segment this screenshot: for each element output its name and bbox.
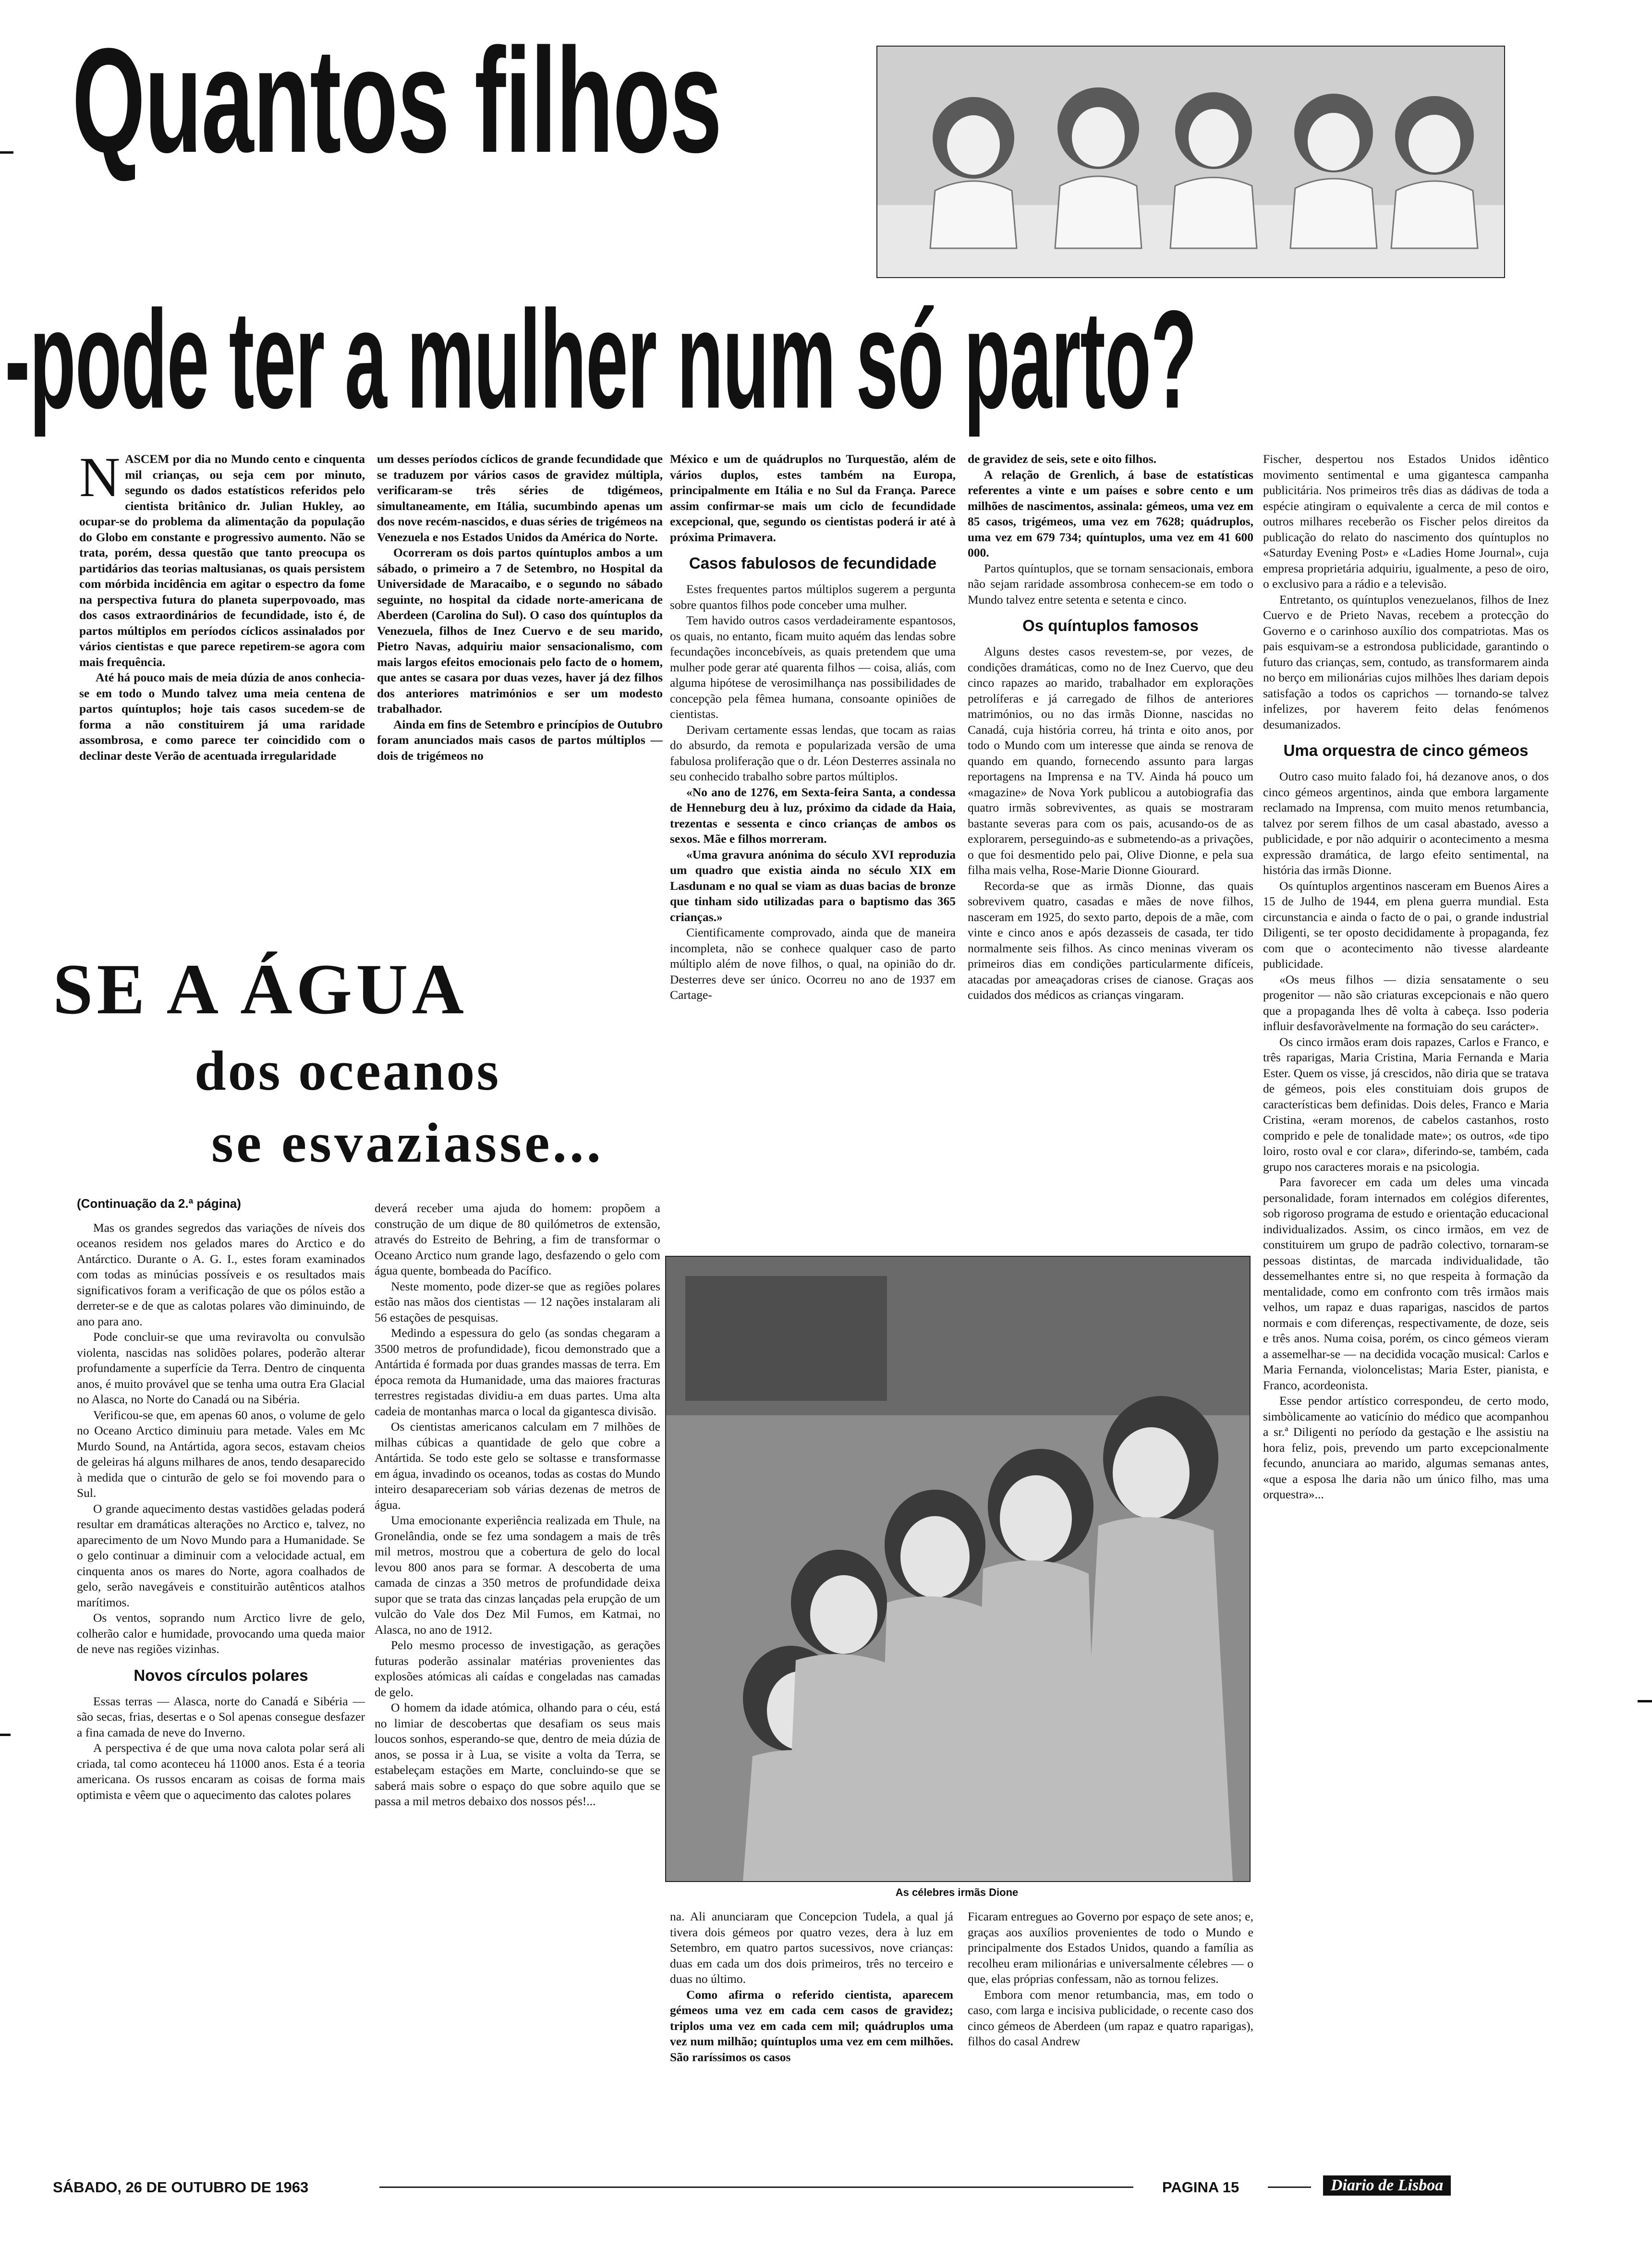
box-column-2 (375, 1201, 660, 2166)
article-paragraph: Os cientistas americanos calculam em 7 milhões de milhas cúbicas a quantidade de gelo que cobre a Antártida. Se todo este gelo se soltasse e transformasse em água, invadindo os oceanos, todas as costas do Mundo inteiro desapareceriam sob várias dezenas de metros de água. (375, 1420, 660, 1512)
babies-illustration (877, 47, 1504, 277)
section-subheading: Casos fabulosos de fecundidade (689, 554, 937, 572)
box-title-line-3: se esvaziasse... (211, 1111, 604, 1174)
article-paragraph: Até há pouco mais de meia dúzia de anos conhecia-se em todo o Mundo talvez uma meia centena de partos quíntuplos; hoje tais casos sucedem-se de forma a não constituirem já uma raridade assombrosa, e como parece ter coincidido com o declinar deste Verão de acentuada irregularidade (79, 670, 365, 763)
article-paragraph: A relação de Grenlich, á base de estatísticas referentes a vinte e um países e sobre cento e um milhões de nascimentos, assinala: gémeos, uma vez em 85 casos, trigémeos, uma vez em 7628; quádruplos, uma vez em 679 734; quíntuplos, uma vez em 41 600 000. (968, 467, 1253, 559)
article-paragraph: Esse pendor artístico correspondeu, de certo modo, simbòlicamente ao vaticínio do médico que acompanhou a sr.ª Diligenti no período da gestação e lhe assistiu na hora feliz, pois, prevendo um parto excepcionalmente fecundo, anunciara ao marido, algumas semanas antes, «que a esposa lhe daria não um único filho, mas uma orquestra»... (1263, 1394, 1549, 1501)
article-paragraph: Para favorecer em cada um deles uma vincada personalidade, foram internados em colégios diferentes, sob rigoroso programa de estudo e orientação educacional individualizados. Assim, os cinco irmãos, em vez de constituirem um grupo de padrão colectivo, tornaram-se pessoas distintas, de marcada individualidade, tão dessemelhantes entre si, no que respeita à formação da mentalidade, como em confronto com três irmãos mais velhos, um rapaz e duas raparigas, nascidos de partos normais e com diferenças, respectivamente, de doze, seis e três anos. Numa coisa, porém, os cinco gémeos vieram a assemelhar-se — na decidida vocação musical: Carlos e Maria Fernanda, violoncelistas; Maria Ester, pianista, e Franco, acordeonista. (1263, 1175, 1549, 1392)
footer-rule-left (379, 2186, 1133, 2188)
footer-date: SÁBADO, 26 DE OUTUBRO DE 1963 (53, 2179, 309, 2196)
article-paragraph: Ocorreram os dois partos quíntuplos ambos a um sábado, o primeiro a 7 de Setembro, no Hospital da Universidade de Maracaibo, e o segundo no sábado seguinte, no hospital da cidade norte-americana de Aberdeen (Carolina do Sul). O caso dos quíntuplos da Venezuela, filhos de Inez Cuervo e de seu marido, Pietro Navas, adquiriu maior sensacionalismo, com mais largos efeitos emocionais pelo facto de o homem, que antes se casara por duas vezes, haver já dez filhos dos anteriores matrimónios e ser um modesto trabalhador. (377, 546, 663, 716)
article-paragraph: Tem havido outros casos verdadeiramente espantosos, os quais, no entanto, ficam muito aquém das lendas sobre fecundações inconcebíveis, as quais pretendem que uma mulher pode gerar até quarenta filhos — coisa, aliás, com alguma hipótese de verosimilhança nas possibilidades de concepção pela fêmea humana, consoante opiniões de cientistas. (670, 613, 956, 721)
article-paragraph: O grande aquecimento destas vastidões geladas poderá resultar em dramáticas alterações no Arctico e, talvez, no aparecimento de um Novo Mundo para a Humanidade. Se o gelo continuar a diminuir com a velocidade actual, em cinquenta anos os mares do Norte, agora coalhados de gelo, serão navegáveis e constituirão autênticos atalhos marítimos. (77, 1501, 365, 1609)
article-paragraph: «Os meus filhos — dizia sensatamente o seu progenitor — não são criaturas excepcionais e não quero que a propaganda lhes dê volta à cabeça. Isso poderia influir desfavoràvelmente na formação do seu carácter». (1263, 972, 1549, 1033)
article-paragraph: O homem da idade atómica, olhando para o céu, está no limiar de descobertas que desafiam os seus mais loucos sonhos, esperando-se que, dentro de meia dúzia de anos, se possa ir à Lua, se visite a volta da Terra, se estabeleçam estações em Marte, concluindo-se que se saberá mais sobre o espaço do que sobre aquilo que se passa a mil metros debaixo dos nossos pés!... (375, 1700, 660, 1808)
article-paragraph: Estes frequentes partos múltiplos sugerem a pergunta sobre quantos filhos pode conceber uma mulher. (670, 582, 956, 612)
dionne-sisters-illustration (666, 1257, 1250, 1881)
article-paragraph: Uma emocionante experiência realizada em Thule, na Gronelândia, onde se fez uma sondagem a mais de três mil metros, mostrou que a cobertura de gelo do local levou 800 anos para se formar. A descoberta de uma camada de cinzas a 350 metros de profundidade deixa supor que se trata das cinzas lançadas pela erupção de um vulcão do Vale dos Dez Mil Fumos, em Katmai, no Alasca, no ano de 1912. (375, 1513, 660, 1637)
article-paragraph: Partos quíntuplos, que se tornam sensacionais, embora não sejam raridade assombrosa conhecem-se em todo o Mundo talvez entre setenta e setenta e cinco. (968, 561, 1253, 607)
margin-mark (0, 1734, 11, 1736)
article-paragraph: Pelo mesmo processo de investigação, as gerações futuras poderão assinalar matérias provenientes das explosões atómicas ali caídas e congeladas nas camadas de gelo. (375, 1638, 660, 1699)
article-paragraph: Essas terras — Alasca, norte do Canadá e Sibéria — são secas, frias, desertas e o Sol apenas consegue desfazer a fina camada de neve do Inverno. (77, 1694, 365, 1739)
footer-page-number: PAGINA 15 (1162, 2179, 1239, 2196)
article-paragraph: Recorda-se que as irmãs Dionne, das quais sobrevivem quatro, casadas e mães de nove filhos, nasceram em 1925, do sexto parto, depois de a mãe, com vinte e cinco anos e após dezasseis de casada, ter tido normalmente seis filhos. As cinco meninas viveram os primeiros dias em condições particularmente difíceis, atacadas por ameaçadoras crises de cianose. Graças aos cuidados dos médicos as crianças vingaram. (968, 878, 1253, 1002)
article-paragraph: Os cinco irmãos eram dois rapazes, Carlos e Franco, e três raparigas, Maria Cristina, Maria Fernanda e Maria Ester. Quem os visse, já crescidos, não diria que se tratava de gémeos, pois eles constituiam dois grupos de características bem definidas. Dois deles, Franco e Maria Cristina, «eram morenos, de cabelos castanhos, rosto comprido e pele de tonalidade mate»; os outros, «de tipo loiro, rosto oval e cor clara», diferindo-se, também, cada grupo nos caracteres morais e na psicologia. (1263, 1034, 1549, 1174)
continuation-note: (Continuação da 2.ª página) (77, 1196, 241, 1211)
article-paragraph: Ainda em fins de Setembro e princípios de Outubro foram anunciados mais casos de partos múltiplos — dois de trigémeos no (377, 717, 663, 763)
article-paragraph: Mas os grandes segredos das variações de níveis dos oceanos residem nos gelados mares do Arctico e do Antárctico. Durante o A. G. I., estes foram examinados com todas as minúcias possíveis e os resultados mais significativos foram a verificação de que os pólos estão a derreter-se e de que as calotas polares vão diminuindo, de ano para ano. (77, 1220, 365, 1328)
article-lead: ASCEM por dia no Mundo cento e cinquenta mil crianças, ou seja cem por minuto, segundo os dados estatísticos referidos pelo cientista britânico dr. Julian Hukley, ao ocupar-se do problema da alimentação da população do Globo em constante e progressivo aumento. Não se trata, porém, dessa questão que tanto preocupa os partidários das teorias maltusianas, os quais persistem com mórbida incidência em agitar o espectro da fome na perspectiva futura do planeta superpovoado, mas dos casos extraordinários de fecundidade, isto é, de partos múltiplos em períodos cíclicos assinalados por vários cientistas e que parece repetirem-se agora com mais frequência. (79, 452, 365, 669)
article-column-4-bottom (968, 1909, 1253, 2168)
article-paragraph: Verificou-se que, em apenas 60 anos, o volume de gelo no Oceano Arctico diminuiu para metade. Vales em Mc Murdo Sound, na Antártida, agora secos, estavam cheios de geleiras há alguns milhares de anos, tendo desaparecido à medida que o cinturão de gelo se foi movendo para o Sul. (77, 1408, 365, 1500)
footer-masthead: Diario de Lisboa (1323, 2175, 1451, 2196)
article-paragraph: Medindo a espessura do gelo (as sondas chegaram a 3500 metros de profundidade), ficou demonstrado que a Antártida é formada por duas grandes massas de terra. Em época remota da Humanidade, uma das maiores fracturas terrestres registadas dividiu-a em duas partes. Uma alta cadeia de montanhas marca o local da gigantesca divisão. (375, 1326, 660, 1418)
section-subheading: Novos círculos polares (134, 1666, 308, 1684)
section-subheading: Os quíntuplos famosos (1022, 617, 1199, 634)
article-column-5 (1263, 451, 1549, 2168)
article-column-4 (968, 451, 1253, 1232)
article-column-1 (79, 451, 365, 941)
section-subheading: Uma orquestra de cinco gémeos (1283, 741, 1529, 759)
article-paragraph: Cientificamente comprovado, ainda que de maneira incompleta, não se conhece qualquer caso de parto múltiplo além de nove filhos, o qual, na opinião do dr. Desterres deve ser único. Ocorreu no ano de 1937 em Cartage- (670, 925, 956, 1002)
article-paragraph: na. Ali anunciaram que Concepcion Tudela, a qual já tivera dois gémeos por quatro vezes, dera à luz em Setembro, em quatro partos sucessivos, nove crianças: duas em cada um dos dois primeiros, três no terceiro e duas no último. (670, 1909, 953, 1986)
box-title-line-1: SE A ÁGUA (53, 949, 468, 1029)
article-quote: «Uma gravura anónima do século XVI reproduzia um quadro que existia ainda no século XIX em Lasdunam e no qual se viam as duas bacias de bronze que tinham sido utilizadas para o baptismo das 365 crianças.» (670, 847, 956, 924)
photo-caption: As célebres irmãs Dione (895, 1886, 1019, 1898)
article-paragraph: Pode concluir-se que uma reviravolta ou convulsão violenta, nascidas nas solidões polares, poderão alterar profundamente a superfície da Terra. Dentro de cinquenta anos, é muito provável que se tenha uma outra Era Glacial no Alasca, no Norte do Canadá ou na Sibéria. (77, 1330, 365, 1406)
article-paragraph: México e um de quádruplos no Turquestão, além de vários duplos, estes também na Europa, principalmente em Itália e no Sul da França. Parece assim confirmar-se mais um ciclo de fecundidade excepcional, que, segundo os cientistas poderá ir até à próxima Primavera. (670, 452, 956, 544)
article-paragraph: Outro caso muito falado foi, há dezanove anos, o dos cinco gémeos argentinos, ainda que embora largamente reclamado na Imprensa, com muito menos retumbancia, talvez por serem filhos de um casal abastado, avesso a publicidade, e por não adquirir o acontecimento a mesma expressão dramática, de largo efeito sentimental, na história das irmãs Dionne. (1263, 769, 1549, 877)
article-paragraph: Ficaram entregues ao Governo por espaço de sete anos; e, graças aos auxílios provenientes de todo o Mundo e principalmente dos Estados Unidos, quando a família as recolheu eram milionárias e universalmente célebres — o que, elas próprias confessam, não as tornou felizes. (968, 1909, 1253, 1986)
headline-line-2: -pode ter a mulher num só parto? (5, 281, 1197, 438)
margin-mark (1638, 1700, 1652, 1702)
article-quote: «No ano de 1276, em Sexta-feira Santa, a condessa de Henneburg deu à luz, próximo da cidade da Haia, trezentas e sessenta e cinco crianças de ambos os sexos. Mãe e filhos morreram. (670, 785, 956, 846)
article-paragraph: deverá receber uma ajuda do homem: propõem a construção de um dique de 80 quilómetros de extensão, através do Estreito de Behring, a fim de transformar o Oceano Arctico num grande lago, desfazendo o gelo com água quente, bombeada do Pacífico. (375, 1201, 660, 1277)
headline-line-1: Quantos filhos (72, 17, 721, 184)
article-paragraph: um desses períodos cíclicos de grande fecundidade que se traduzem por vários casos de gravidez múltipla, verificaram-se três séries de tdigémeos, simultaneamente, em Itália, sucumbindo apenas um dos nove recém-nascidos, e duas séries de trigémeos na Venezuela e nos Estados Unidos da América do Norte. (377, 452, 663, 544)
article-paragraph: Como afirma o referido cientista, aparecem gémeos uma vez em cada cem casos de gravidez; triplos uma vez em cada cem mil; quádruplos uma vez num milhão; quíntuplos uma vez em cem milhões. São raríssimos os casos (670, 1987, 953, 2064)
article-paragraph: Entretanto, os quíntuplos venezuelanos, filhos de Inez Cuervo e de Prieto Navas, recebem a protecção do Governo e o carinhoso auxílio dos compatriotas. Mas os pais esquivam-se a estrondosa publicidade, garantindo o futuro das crianças, sem, contudo, as transformarem ainda no berço em milionárias cujos milhões lhes dariam depois satisfação a todos os caprichos — tornando-se talvez infelizes, por haverem feito delas fenómenos desumanizados. (1263, 592, 1549, 731)
article-paragraph: de gravidez de seis, sete e oito filhos. (968, 452, 1157, 466)
footer-rule-right (1268, 2186, 1311, 2188)
article-paragraph: Os ventos, soprando num Arctico livre de gelo, colherão calor e humidade, provocando uma queda maior de neve nas regiões vizinhas. (77, 1611, 365, 1656)
quintuplets-babies-photo (876, 46, 1505, 278)
article-paragraph: Fischer, despertou nos Estados Unidos idêntico movimento sentimental e uma gigantesca campanha publicitária. Nos primeiros três dias as dádivas de toda a espécie atingiram o equivalente a cerca de mil contos e outros milhares receberão os Fischer pelos direitos da publicação do relato do nascimento dos quíntuplos no «Saturday Evening Post» e «Ladies Home Journal», cuja empresa proprietária adquiriu, igualmente, a peso de oiro, o exclusivo para a rádio e a televisão. (1263, 452, 1549, 591)
article-column-3-bottom (670, 1909, 953, 2168)
box-column-1 (77, 1196, 365, 2166)
article-column-2 (377, 451, 663, 936)
margin-mark (0, 151, 13, 154)
article-paragraph: Neste momento, pode dizer-se que as regiões polares estão nas mãos dos cientistas — 12 nações instalaram ali 56 estações de pesquisas. (375, 1279, 660, 1324)
article-paragraph: Os quíntuplos argentinos nasceram em Buenos Aires a 15 de Julho de 1944, em plena guerra mundial. Esta circunstancia e ainda o facto de o pai, o grande industrial Diligenti, se ter oposto decididamente à propaganda, fez com que o acontecimento não tivesse alardeante publicidade. (1263, 878, 1549, 971)
drop-cap: N (79, 451, 121, 509)
dionne-sisters-photo (665, 1256, 1251, 1882)
article-paragraph: Embora com menor retumbancia, mas, em todo o caso, com larga e incisiva publicidade, o recente caso dos cinco gémeos de Aberdeen (um rapaz e quatro raparigas), filhos do casal Andrew (968, 1987, 1253, 2048)
article-paragraph: A perspectiva é de que uma nova calota polar será ali criada, tal como aconteceu há 11000 anos. Esta é a teoria americana. Os russos encaram as coisas de forma mais optimista e vêem que o aquecimento das calotes polares (77, 1741, 365, 1802)
article-paragraph: Alguns destes casos revestem-se, por vezes, de condições dramáticas, como no de Inez Cuervo, que deu cinco rapazes ao marido, trabalhador em explorações petrolíferas e já carregado de filhos de anteriores matrimónios, ou no das irmãs Dionne, nascidas no Canadá, cuja história correu, há trinta e oito anos, por todo o Mundo com um interesse que ainda se renova de quando em quando, fornecendo assunto para largas reportagens na Imprensa e na TV. Ainda há pouco um «magazine» de Nova York publicou a autobiografia das quatro irmãs sobreviventes, as quais se mostraram bastante severas para com os pais, acusando-os de as explorarem, perseguindo-as e submetendo-as a privações, o que foi desmentido pelo pai, Olive Dionne, e pela sua filha mais velha, Rose-Marie Dionne Giourard. (968, 644, 1253, 877)
article-paragraph: Derivam certamente essas lendas, que tocam as raias do absurdo, da remota e popularizada versão de uma fabulosa proliferação que o dr. Léon Desterres assinala no seu conhecido trabalho sobre partos múltiplos. (670, 722, 956, 783)
box-title-line-2: dos oceanos (194, 1039, 501, 1102)
article-column-3 (670, 451, 956, 1232)
